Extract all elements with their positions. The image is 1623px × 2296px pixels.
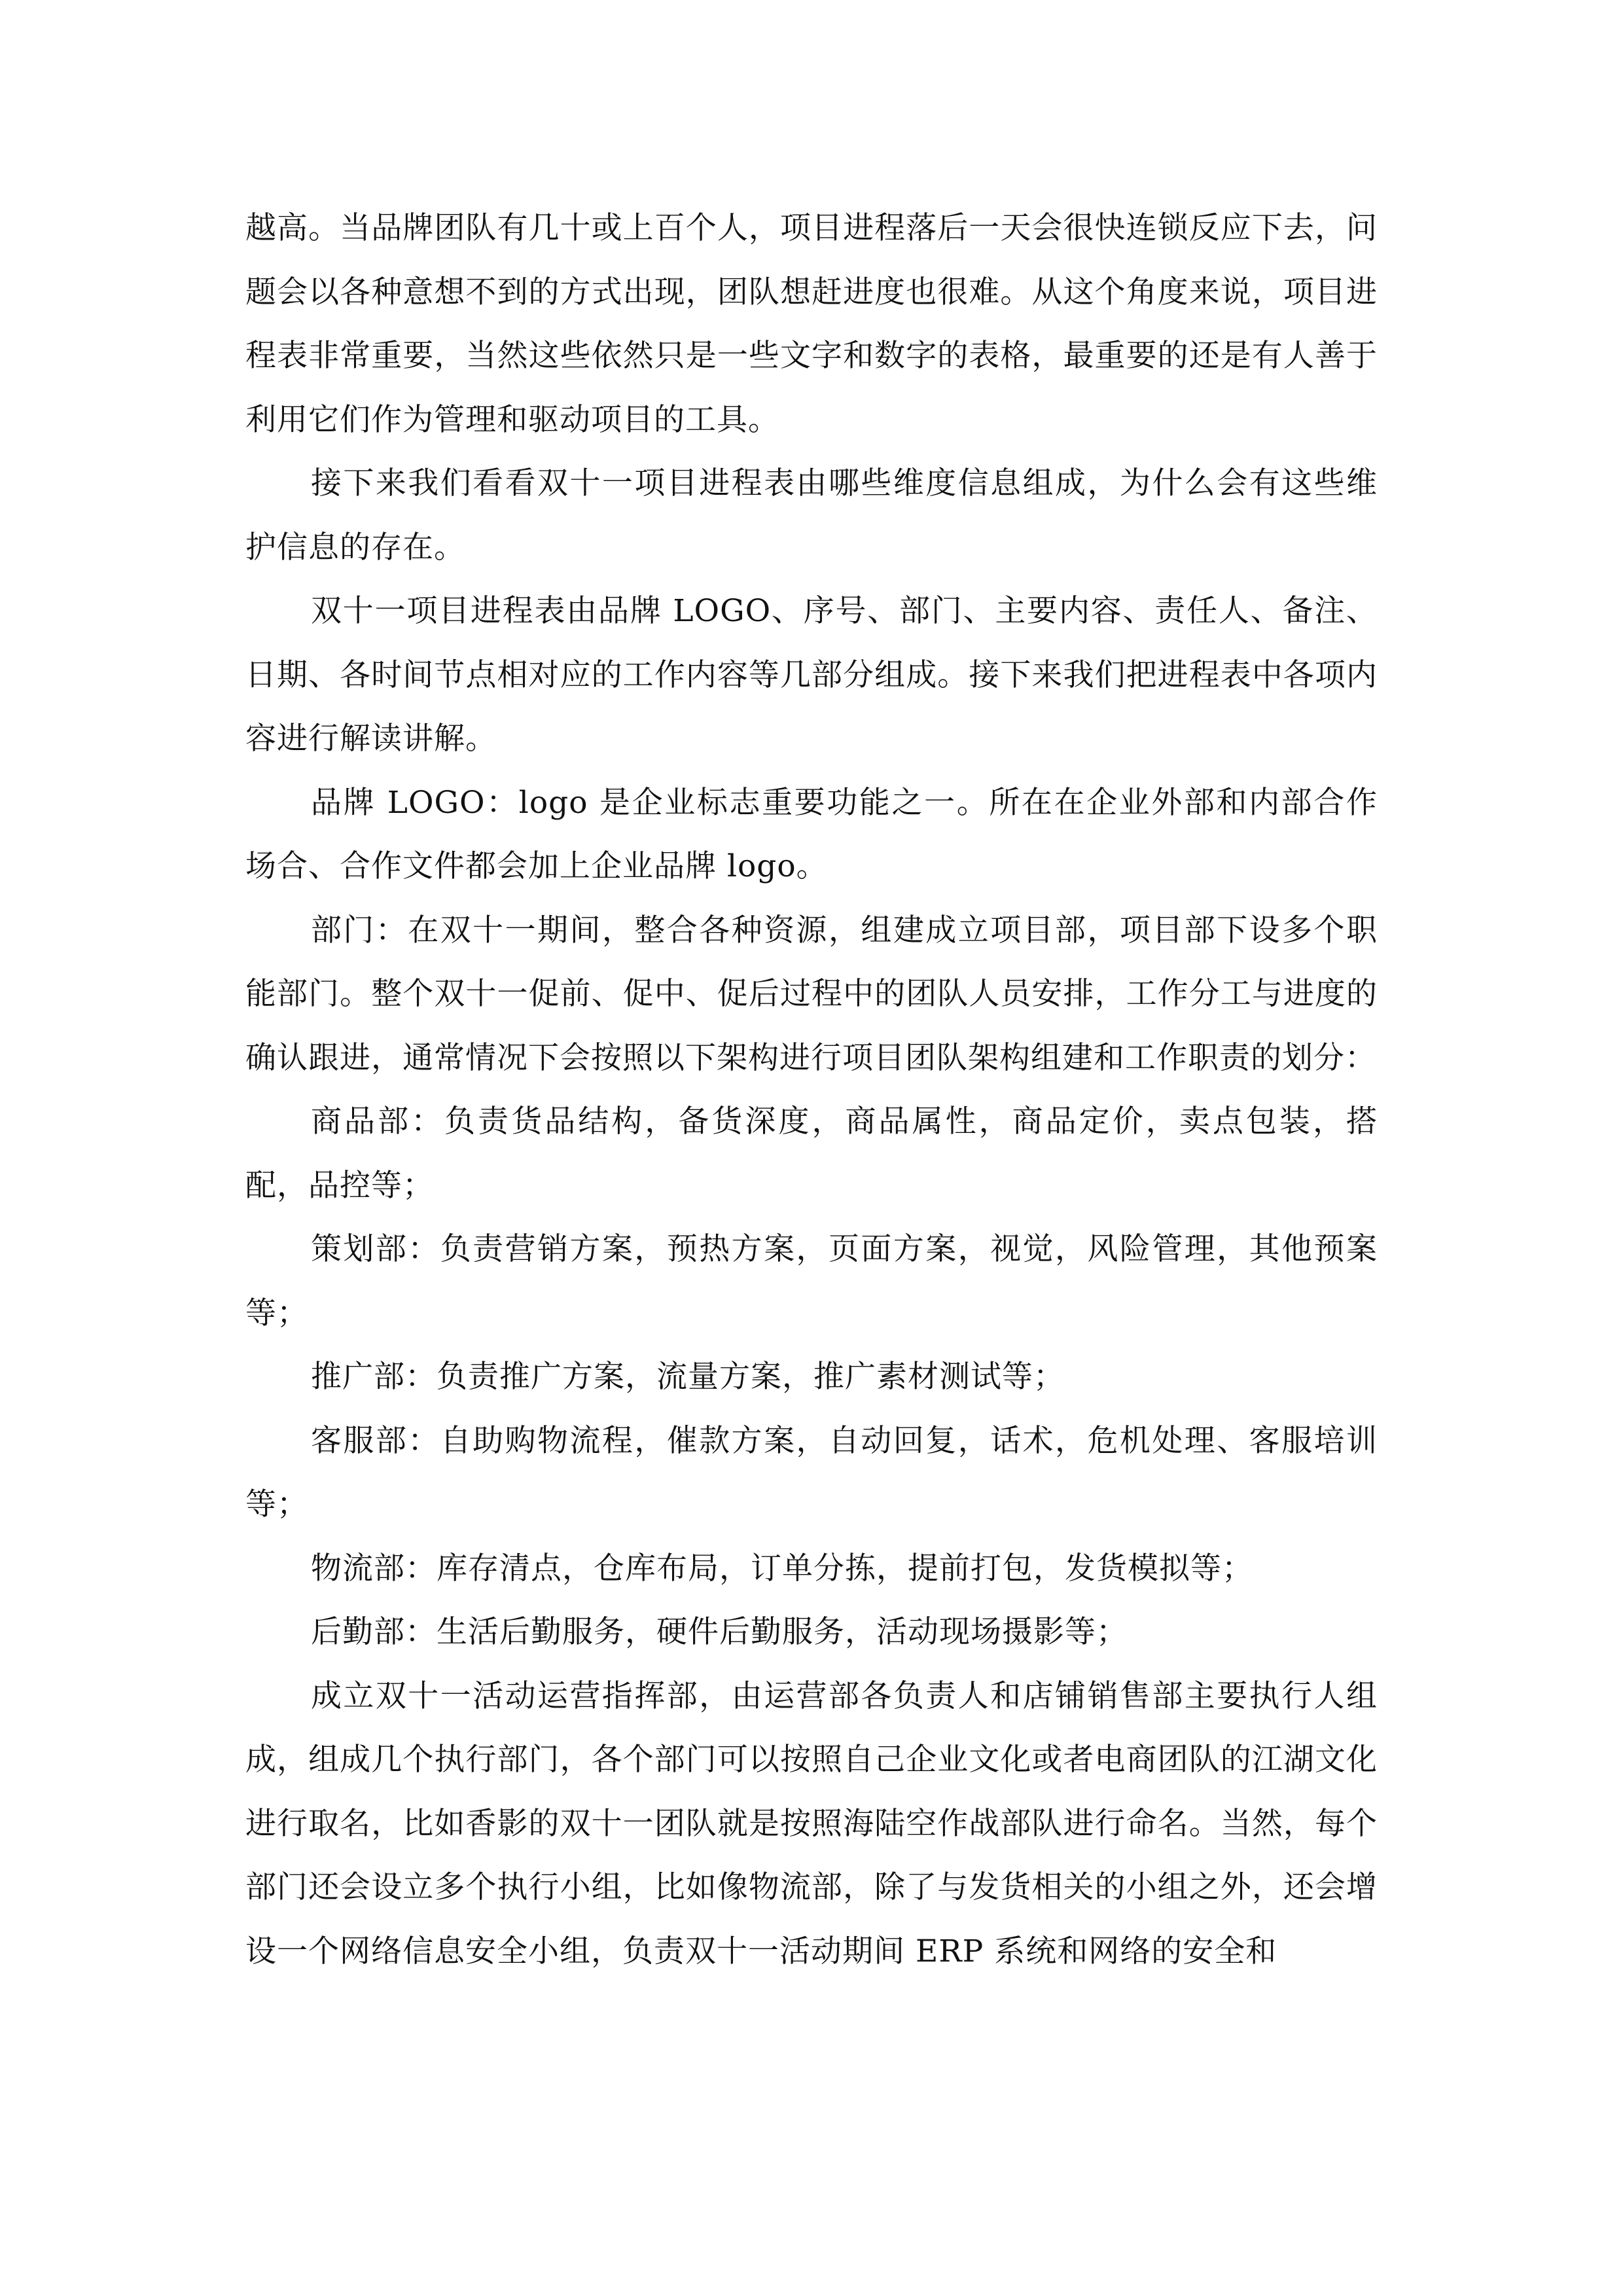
paragraph-intro-dimensions: 接下来我们看看双十一项目进程表由哪些维度信息组成，为什么会有这些维护信息的存在。: [245, 465, 1378, 565]
paragraph-departments: 部门：在双十一期间，整合各种资源，组建成立项目部，项目部下设多个职能部门。整个双十一促前、促中、促后过程中的团队人员安排，工作分工与进度的确认跟进，通常情况下会按照以下架构进行项目团队架构组建和工作职责的划分：: [245, 912, 1378, 1076]
paragraph-merchandise-dept: 商品部：负责货品结构，备货深度，商品属性，商品定价，卖点包装，搭配，品控等；: [245, 1103, 1378, 1204]
paragraph-support-dept: 后勤部：生活后勤服务，硬件后勤服务，活动现场摄影等；: [311, 1614, 1128, 1650]
paragraph-brand-logo: 品牌 LOGO：logo 是企业标志重要功能之一。所在在企业外部和内部合作场合、合作文件都会加上企业品牌 logo。: [245, 784, 1378, 884]
paragraph-continuation: 越高。当品牌团队有几十或上百个人，项目进程落后一天会很快连锁反应下去，问题会以各种意想不到的方式出现，团队想赶进度也很难。从这个角度来说，项目进程表非常重要，当然这些依然只是一些文字和数字的表格，最重要的还是有人善于利用它们作为管理和驱动项目的工具。: [245, 210, 1378, 438]
paragraph-promotion-dept: 推广部：负责推广方案，流量方案，推广素材测试等；: [311, 1359, 1065, 1395]
paragraph-planning-dept: 策划部：负责营销方案，预热方案，页面方案，视觉，风险管理，其他预案等；: [245, 1231, 1378, 1331]
paragraph-table-components: 双十一项目进程表由品牌 LOGO、序号、部门、主要内容、责任人、备注、日期、各时间节点相对应的工作内容等几部分组成。接下来我们把进程表中各项内容进行解读讲解。: [245, 593, 1378, 757]
paragraph-logistics-dept: 物流部：库存清点，仓库布局，订单分拣，提前打包，发货模拟等；: [311, 1550, 1253, 1587]
paragraph-command-center: 成立双十一活动运营指挥部，由运营部各负责人和店铺销售部主要执行人组成，组成几个执行部门，各个部门可以按照自己企业文化或者电商团队的江湖文化进行取名，比如香影的双十一团队就是按照海陆空作战部队进行命名。当然，每个部门还会设立多个执行小组，比如像物流部，除了与发货相关的小组之外，还会增设一个网络信息安全小组，负责双十一活动期间 ERP 系统和网络的安全和: [245, 1677, 1378, 1969]
body-text: [245, 196, 1378, 1983]
paragraph-customer-service-dept: 客服部：自助购物流程，催款方案，自动回复，话术，危机处理、客服培训等；: [245, 1422, 1378, 1522]
